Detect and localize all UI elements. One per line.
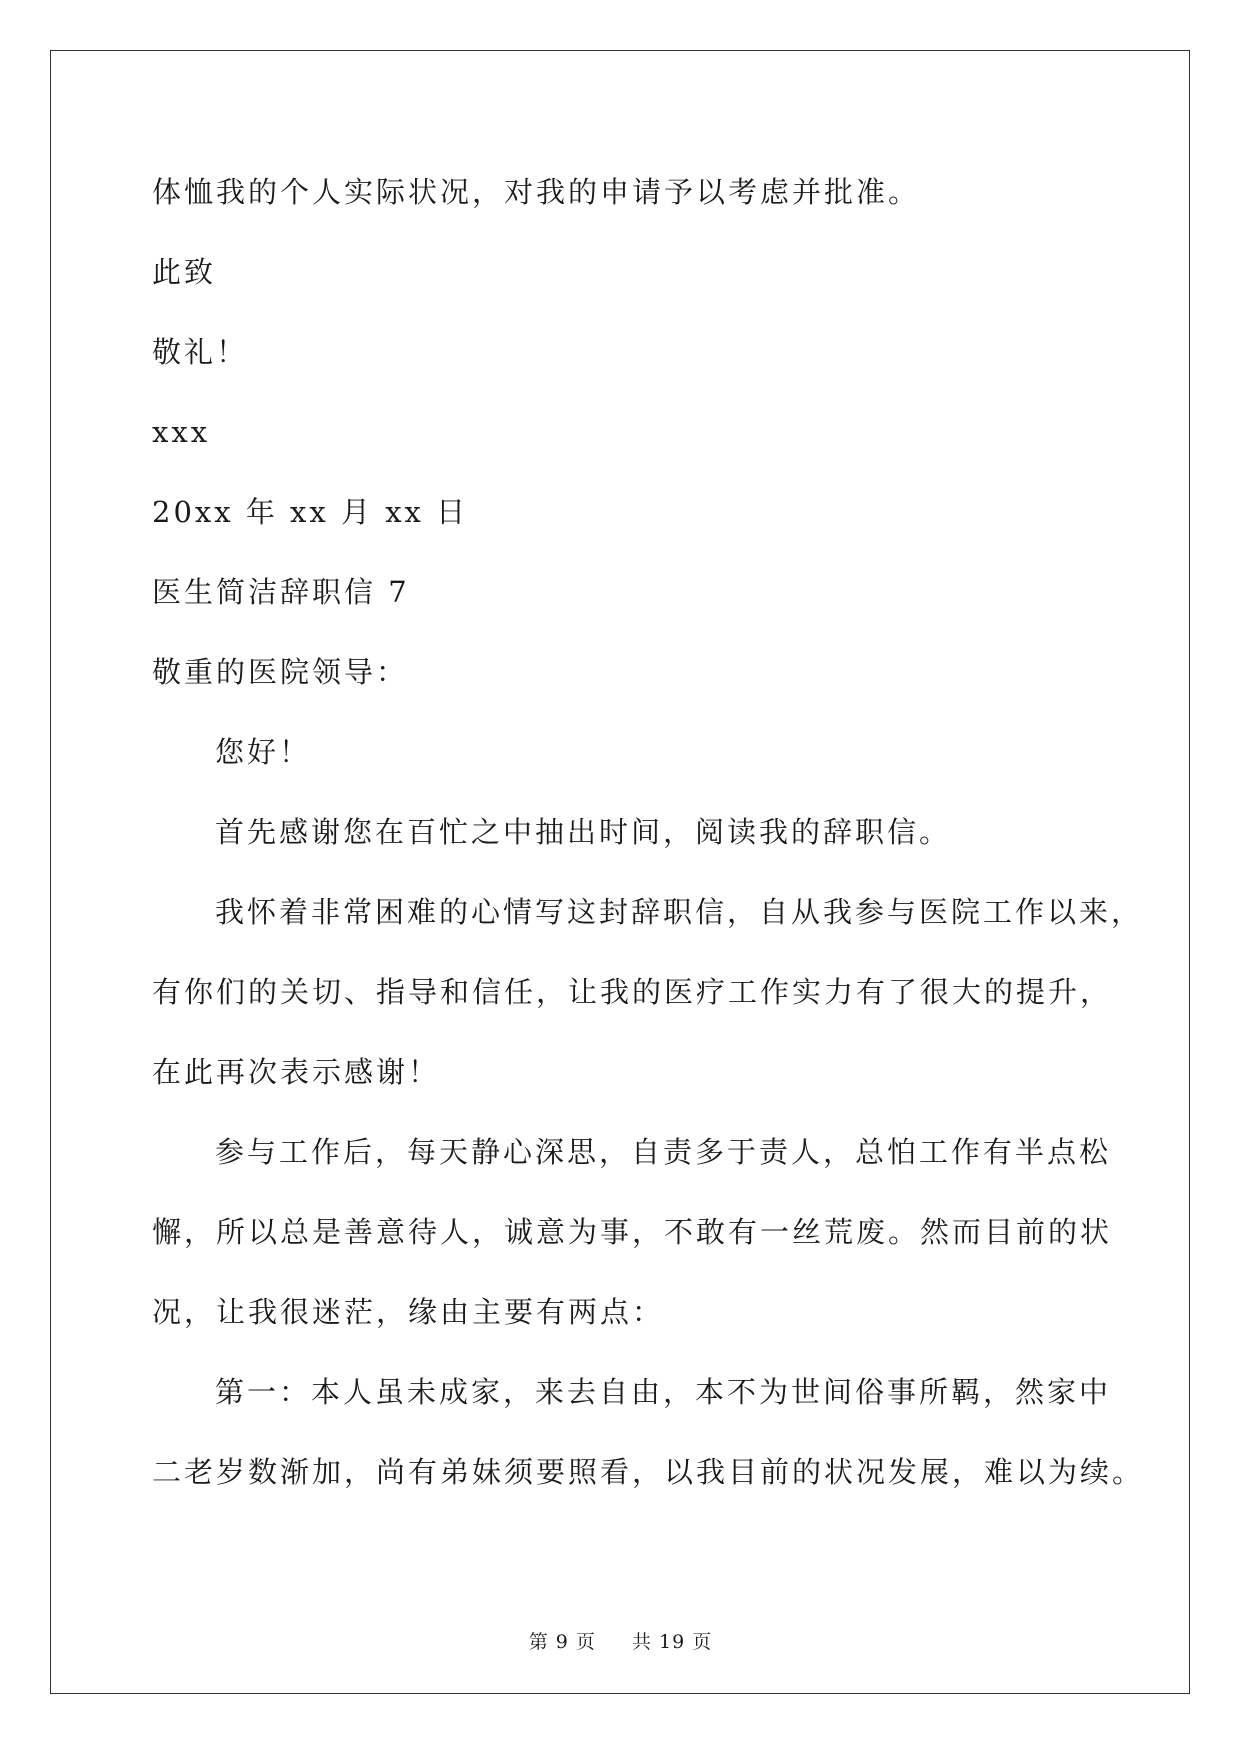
text-line: 有你们的关切、指导和信任，让我的医疗工作实力有了很大的提升， <box>152 975 1113 1009</box>
salutation-line: 敬礼！ <box>152 335 249 369</box>
page-border <box>50 50 1190 1694</box>
closing-line: 此致 <box>152 255 217 289</box>
text-line: 况，让我很迷茫，缘由主要有两点： <box>152 1295 665 1329</box>
total-pages-label: 共 19 页 <box>632 1631 713 1653</box>
text-line: 参与工作后，每天静心深思，自责多于责人，总怕工作有半点松 <box>215 1135 1112 1169</box>
signature-date: 20xx 年 xx 月 xx 日 <box>152 495 469 529</box>
text-line: 在此再次表示感谢！ <box>152 1055 441 1089</box>
section-heading: 医生简洁辞职信 7 <box>152 575 410 609</box>
text-line: 您好！ <box>215 735 312 769</box>
current-page-label: 第 9 页 <box>528 1631 596 1653</box>
text-line: 首先感谢您在百忙之中抽出时间，阅读我的辞职信。 <box>215 815 952 849</box>
page-footer <box>0 1630 1241 1654</box>
text-line: 体恤我的个人实际状况，对我的申请予以考虑并批准。 <box>152 175 921 209</box>
greeting-line: 敬重的医院领导： <box>152 655 409 689</box>
signature-name: xxx <box>152 415 211 449</box>
text-line: 二老岁数渐加，尚有弟妹须要照看，以我目前的状况发展，难以为续。 <box>152 1455 1145 1489</box>
text-line: 懈，所以总是善意待人，诚意为事，不敢有一丝荒废。然而目前的状 <box>152 1215 1113 1249</box>
text-line: 第一：本人虽未成家，来去自由，本不为世间俗事所羁，然家中 <box>215 1375 1112 1409</box>
text-line: 我怀着非常困难的心情写这封辞职信，自从我参与医院工作以来， <box>215 895 1144 929</box>
